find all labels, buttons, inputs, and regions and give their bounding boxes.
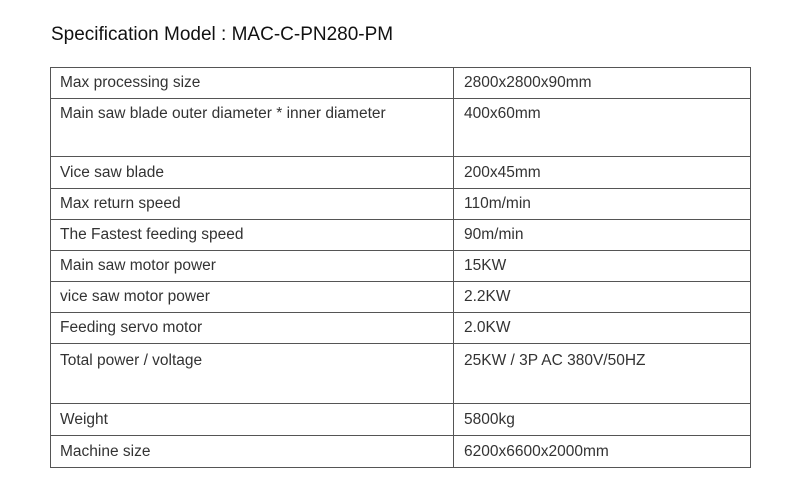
spec-label: Max processing size	[51, 68, 454, 99]
spec-label: vice saw motor power	[51, 282, 454, 313]
spec-value: 6200x6600x2000mm	[454, 436, 751, 468]
spec-label: Vice saw blade	[51, 157, 454, 189]
table-row	[51, 68, 751, 99]
spec-value: 2.2KW	[454, 282, 751, 313]
spec-value: 15KW	[454, 251, 751, 282]
table-row	[51, 344, 751, 404]
spec-label: Machine size	[51, 436, 454, 468]
spec-value: 400x60mm	[454, 99, 751, 157]
spec-value: 25KW / 3P AC 380V/50HZ	[454, 344, 751, 404]
table-row	[51, 189, 751, 220]
spec-label: Max return speed	[51, 189, 454, 220]
spec-label: The Fastest feeding speed	[51, 220, 454, 251]
table-row	[51, 404, 751, 436]
table-row	[51, 251, 751, 282]
table-row	[51, 313, 751, 344]
spec-label: Weight	[51, 404, 454, 436]
table-row	[51, 157, 751, 189]
page-title: Specification Model : MAC-C-PN280-PM	[51, 24, 394, 45]
table-row	[51, 282, 751, 313]
spec-label: Main saw blade outer diameter * inner diameter	[51, 99, 454, 157]
spec-label: Main saw motor power	[51, 251, 454, 282]
spec-label: Total power / voltage	[51, 344, 454, 404]
spec-label: Feeding servo motor	[51, 313, 454, 344]
spec-value: 5800kg	[454, 404, 751, 436]
spec-table	[50, 67, 751, 468]
spec-value: 90m/min	[454, 220, 751, 251]
table-row	[51, 436, 751, 468]
spec-value: 2800x2800x90mm	[454, 68, 751, 99]
table-row	[51, 99, 751, 157]
table-row	[51, 220, 751, 251]
spec-value: 110m/min	[454, 189, 751, 220]
spec-value: 200x45mm	[454, 157, 751, 189]
spec-value: 2.0KW	[454, 313, 751, 344]
